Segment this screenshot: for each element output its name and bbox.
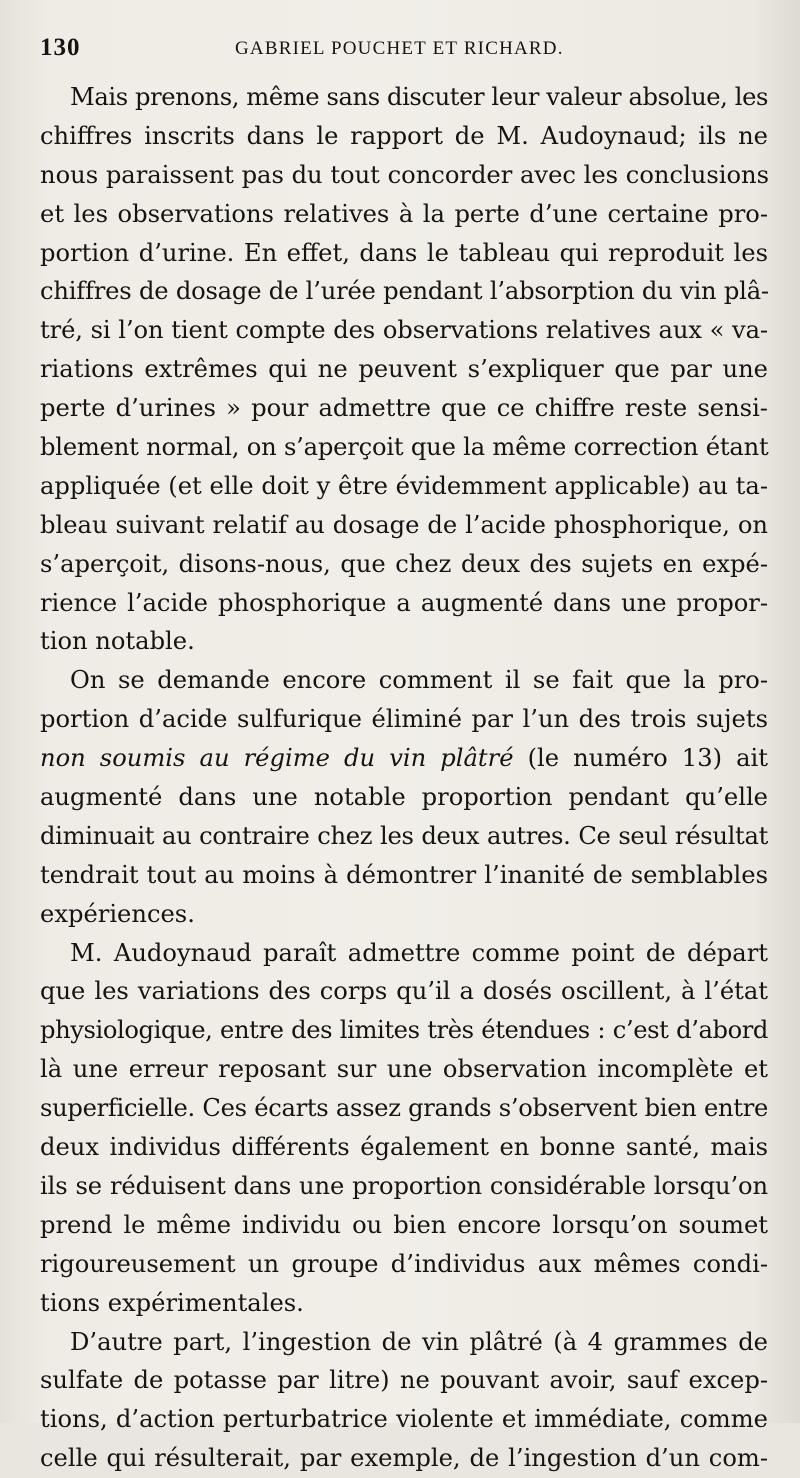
text-line: que les variations des corps qu’il a dosés oscillent, à l’état xyxy=(40,977,768,1006)
text-line: celle qui résulterait, par exemple, de l’ingestion d’un com- xyxy=(40,1444,768,1473)
text-line: augmenté dans une notable proportion pendant qu’elle xyxy=(40,783,768,812)
text-line: Mais prenons, même sans discuter leur valeur absolue, les xyxy=(70,83,769,111)
text-line: tré, si l’on tient compte des observations relatives aux « va- xyxy=(40,316,768,345)
page-header xyxy=(40,34,766,70)
text-line: perte d’urines » pour admettre que ce chiffre reste sensi- xyxy=(40,394,768,423)
text-line: D’autre part, l’ingestion de vin plâtré (à 4 grammes de xyxy=(70,1327,768,1356)
text-line: expériences. xyxy=(40,899,195,928)
text-line: bleau suivant relatif au dosage de l’acide phosphorique, on xyxy=(40,510,768,539)
italic-phrase: non soumis au régime du vin plâtré xyxy=(40,744,514,773)
text-line: sulfate de potasse par litre) ne pouvant avoir, sauf excep- xyxy=(40,1366,768,1395)
text-line: tions, d’action perturbatrice violente et immédiate, comme xyxy=(40,1405,768,1434)
text-line: prend le même individu ou bien encore lorsqu’on soumet xyxy=(40,1210,768,1239)
text-line: blement normal, on s’aperçoit que la même correction étant xyxy=(40,433,769,462)
running-head: GABRIEL POUCHET ET RICHARD. xyxy=(235,38,564,59)
text-line: s’aperçoit, disons-nous, que chez deux des sujets en expé- xyxy=(40,549,768,578)
text-line: chiffres inscrits dans le rapport de M. Audoynaud; ils ne xyxy=(40,121,768,150)
text-line: tions expérimentales. xyxy=(40,1288,304,1317)
text-line: rigoureusement un groupe d’individus aux mêmes condi- xyxy=(40,1249,768,1278)
text-line: nous paraissent pas du tout concorder avec les conclusions xyxy=(40,160,770,189)
body-text xyxy=(40,78,768,1478)
text-line: M. Audoynaud paraît admettre comme point de départ xyxy=(70,938,768,967)
text-line: chiffres de dosage de l’urée pendant l’absorption du vin plâ- xyxy=(40,277,769,306)
text-line: rience l’acide phosphorique a augmenté dans une propor- xyxy=(40,588,768,617)
page-number: 130 xyxy=(40,34,81,61)
text-line: deux individus différents également en bonne santé, mais xyxy=(40,1133,768,1162)
text-line: portion d’acide sulfurique éliminé par l’un des trois sujets xyxy=(40,705,768,734)
text-line: et les observations relatives à la perte d’une certaine pro- xyxy=(40,199,768,228)
text-line: là une erreur reposant sur une observation incomplète et xyxy=(40,1055,768,1084)
text-line: diminuait au contraire chez les deux autres. Ce seul résultat xyxy=(40,821,768,850)
text-line: physiologique, entre des limites très étendues : c’est d’abord xyxy=(40,1016,768,1045)
text-line: riations extrêmes qui ne peuvent s’expliquer que par une xyxy=(40,355,768,384)
text-line-mixed xyxy=(40,739,768,778)
text-line: superficielle. Ces écarts assez grands s’observent bien entre xyxy=(40,1094,768,1123)
text-line: appliquée (et elle doit y être évidemment applicable) au ta- xyxy=(40,471,768,500)
text-line: ils se réduisent dans une proportion considérable lorsqu’on xyxy=(40,1171,768,1200)
text-segment: (le numéro 13) ait xyxy=(513,744,768,773)
text-line: tion notable. xyxy=(40,627,195,656)
text-line: portion d’urine. En effet, dans le tableau qui reproduit les xyxy=(40,238,768,267)
text-line: tendrait tout au moins à démontrer l’inanité de semblables xyxy=(40,860,768,889)
text-line: On se demande encore comment il se fait que la pro- xyxy=(70,666,768,695)
